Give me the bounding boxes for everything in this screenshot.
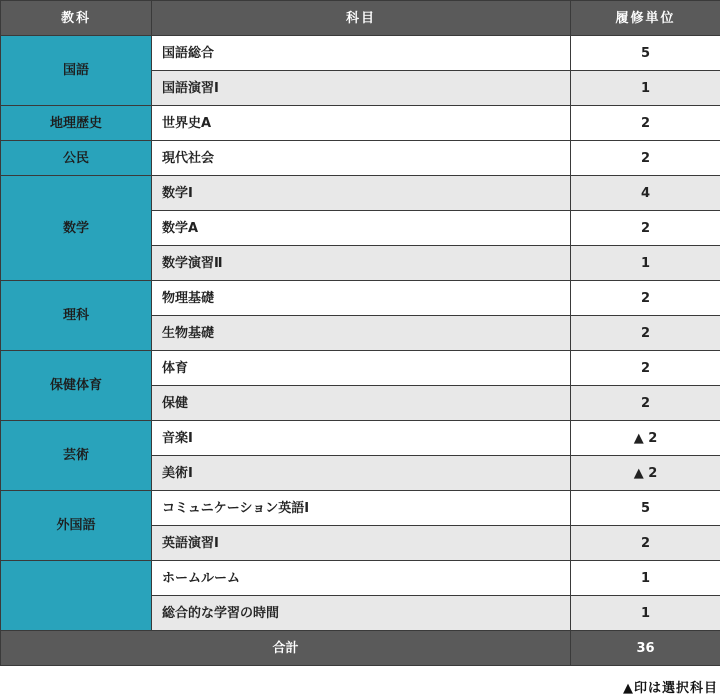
table-row bbox=[1, 421, 720, 456]
table-row bbox=[1, 491, 720, 526]
course-cell: 総合的な学習の時間 bbox=[152, 596, 571, 631]
header-course: 科目 bbox=[152, 1, 571, 36]
course-cell: コミュニケーション英語Ⅰ bbox=[152, 491, 571, 526]
table-row bbox=[1, 141, 720, 176]
credits-cell: 5 bbox=[571, 36, 720, 71]
course-cell: 世界史A bbox=[152, 106, 571, 141]
course-cell: 数学A bbox=[152, 211, 571, 246]
course-cell: 数学Ⅰ bbox=[152, 176, 571, 211]
course-cell: 保健 bbox=[152, 386, 571, 421]
course-cell: 体育 bbox=[152, 351, 571, 386]
subject-cell: 芸術 bbox=[1, 421, 152, 491]
subject-cell: 外国語 bbox=[1, 491, 152, 561]
course-cell: 国語総合 bbox=[152, 36, 571, 71]
credits-cell: 2 bbox=[571, 211, 720, 246]
course-cell: 音楽Ⅰ bbox=[152, 421, 571, 456]
course-cell: 物理基礎 bbox=[152, 281, 571, 316]
subject-cell: 理科 bbox=[1, 281, 152, 351]
credits-cell: 2 bbox=[571, 106, 720, 141]
credits-cell: 1 bbox=[571, 596, 720, 631]
credits-cell: 2 bbox=[571, 386, 720, 421]
table-header-row bbox=[1, 1, 720, 36]
subject-cell: 地理歴史 bbox=[1, 106, 152, 141]
course-cell: 英語演習Ⅰ bbox=[152, 526, 571, 561]
header-subject: 教科 bbox=[1, 1, 152, 36]
total-label: 合計 bbox=[1, 631, 571, 666]
credits-cell: 2 bbox=[571, 141, 720, 176]
footnote: ▲印は選択科目 bbox=[623, 677, 718, 696]
credits-cell: 2 bbox=[571, 281, 720, 316]
subject-cell: 国語 bbox=[1, 36, 152, 106]
credits-cell: ▲ 2 bbox=[571, 456, 720, 491]
credits-cell: 1 bbox=[571, 246, 720, 281]
subject-cell bbox=[1, 561, 152, 631]
credits-cell: ▲ 2 bbox=[571, 421, 720, 456]
credits-cell: 2 bbox=[571, 316, 720, 351]
course-cell: 数学演習Ⅱ bbox=[152, 246, 571, 281]
table-row bbox=[1, 351, 720, 386]
table-row bbox=[1, 176, 720, 211]
course-cell: 美術Ⅰ bbox=[152, 456, 571, 491]
table-row bbox=[1, 36, 720, 71]
header-credits: 履修単位 bbox=[571, 1, 720, 36]
subject-cell: 数学 bbox=[1, 176, 152, 281]
credits-cell: 1 bbox=[571, 561, 720, 596]
total-value: 36 bbox=[571, 631, 720, 666]
credits-cell: 2 bbox=[571, 351, 720, 386]
course-cell: ホームルーム bbox=[152, 561, 571, 596]
table-row bbox=[1, 281, 720, 316]
course-cell: 国語演習Ⅰ bbox=[152, 71, 571, 106]
table-row bbox=[1, 561, 720, 596]
total-row bbox=[1, 631, 720, 666]
subject-cell: 保健体育 bbox=[1, 351, 152, 421]
credits-cell: 1 bbox=[571, 71, 720, 106]
course-cell: 生物基礎 bbox=[152, 316, 571, 351]
credits-cell: 2 bbox=[571, 526, 720, 561]
subject-cell: 公民 bbox=[1, 141, 152, 176]
course-cell: 現代社会 bbox=[152, 141, 571, 176]
credits-cell: 5 bbox=[571, 491, 720, 526]
table-row bbox=[1, 106, 720, 141]
credits-cell: 4 bbox=[571, 176, 720, 211]
